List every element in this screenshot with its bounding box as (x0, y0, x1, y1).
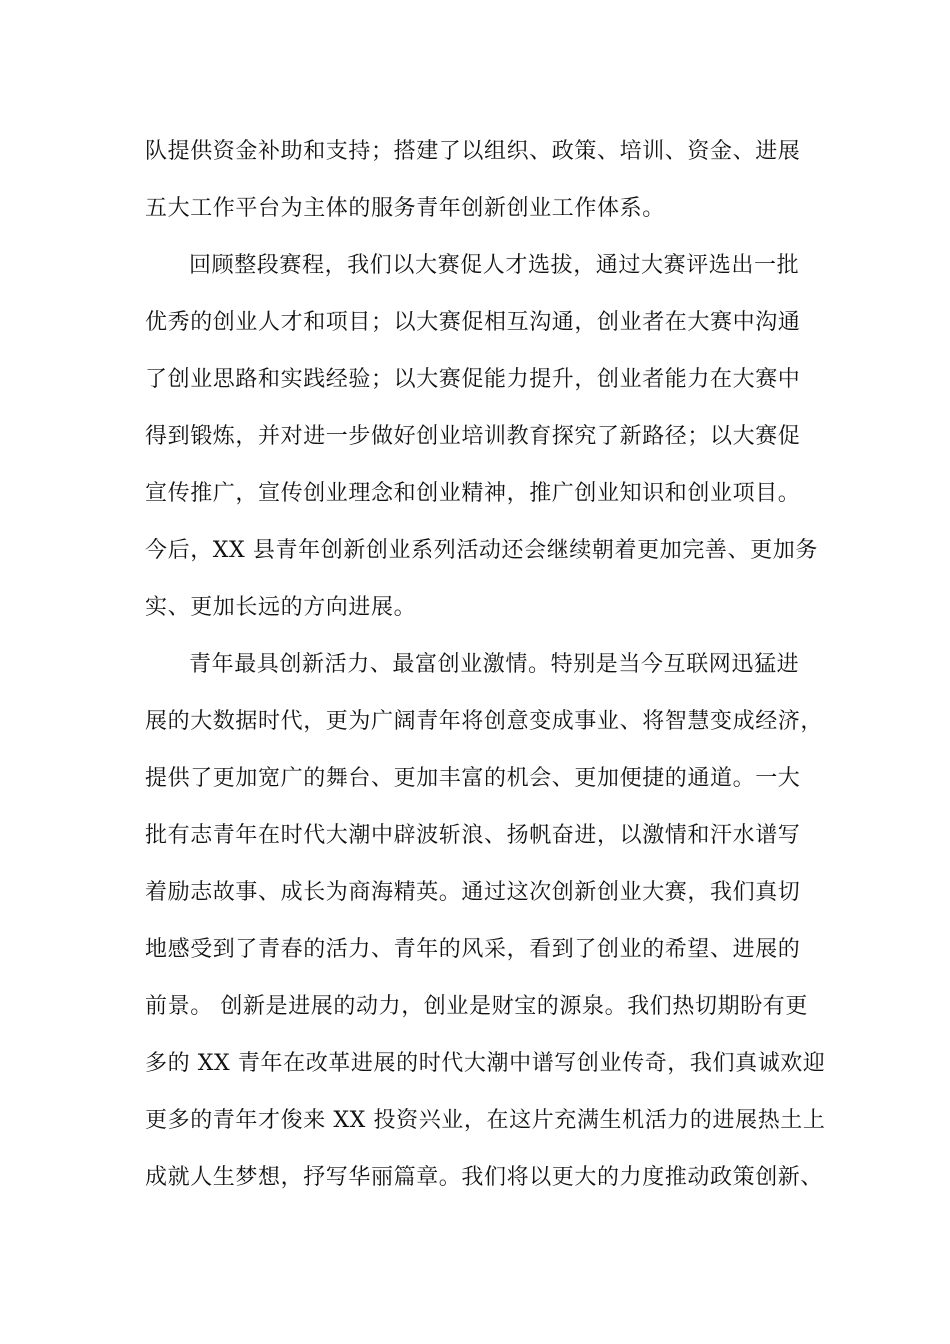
text-line: 优秀的创业人才和项目；以大赛促相互沟通，创业者在大赛中沟通 (145, 310, 801, 335)
text-line: 地感受到了青春的活力、青年的风采，看到了创业的希望、进展的 (145, 937, 801, 962)
text-line: 队提供资金补助和支持；搭建了以组织、政策、培训、资金、进展 (145, 139, 801, 164)
paragraph-start-line: 回顾整段赛程，我们以大赛促人才选拔，通过大赛评选出一批 (189, 253, 800, 278)
text-line: 着励志故事、成长为商海精英。通过这次创新创业大赛，我们真切 (145, 880, 801, 905)
text-line: 多的 XX 青年在改革进展的时代大潮中谱写创业传奇，我们真诚欢迎 (145, 1051, 826, 1076)
text-line: 宣传推广，宣传创业理念和创业精神，推广创业知识和创业项目。 (145, 481, 801, 506)
text-line: 了创业思路和实践经验；以大赛促能力提升，创业者能力在大赛中 (145, 367, 801, 392)
text-line: 批有志青年在时代大潮中辟波斩浪、扬帆奋进，以激情和汗水谱写 (145, 823, 801, 848)
text-line: 得到锻炼，并对进一步做好创业培训教育探究了新路径；以大赛促 (145, 424, 801, 449)
text-line: 今后，XX 县青年创新创业系列活动还会继续朝着更加完善、更加务 (145, 538, 818, 563)
text-line: 成就人生梦想，抒写华丽篇章。我们将以更大的力度推动政策创新、 (145, 1165, 824, 1190)
text-line: 提供了更加宽广的舞台、更加丰富的机会、更加便捷的通道。一大 (145, 766, 801, 791)
text-line: 展的大数据时代，更为广阔青年将创意变成事业、将智慧变成经济， (145, 709, 824, 734)
paragraph-start-line: 青年最具创新活力、最富创业激情。特别是当今互联网迅猛进 (189, 652, 800, 677)
text-line: 更多的青年才俊来 XX 投资兴业，在这片充满生机活力的进展热土上 (145, 1108, 826, 1133)
text-line: 实、更加长远的方向进展。 (145, 595, 417, 620)
text-line: 五大工作平台为主体的服务青年创新创业工作体系。 (145, 196, 665, 221)
text-line: 前景。 创新是进展的动力，创业是财宝的源泉。我们热切期盼有更 (145, 994, 808, 1019)
